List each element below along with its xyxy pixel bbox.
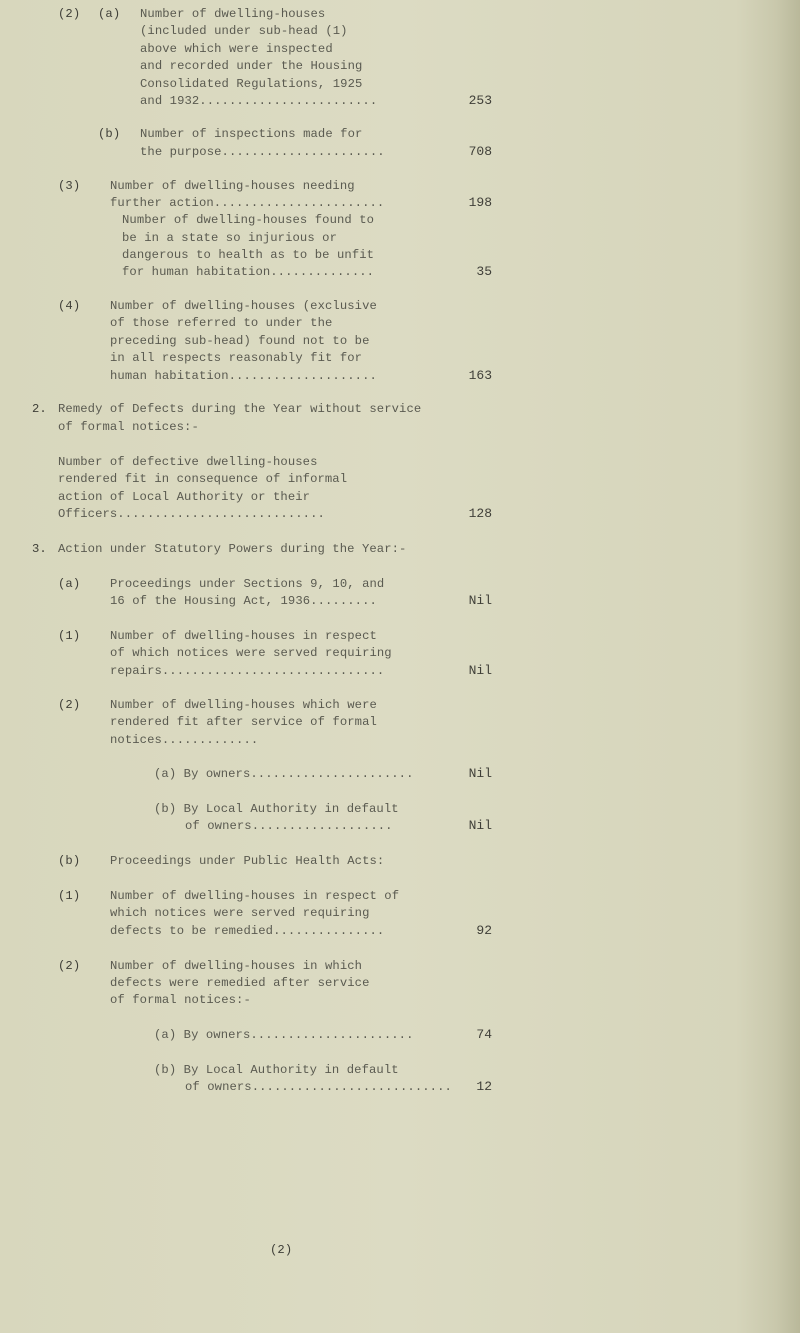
text-line: be in a state so injurious or [122,231,337,245]
text-line: and recorded under the Housing [140,59,363,73]
text-line: which notices were served requiring [110,906,370,920]
item-label: (b) [98,127,121,141]
value: 92 [476,923,492,938]
value: 128 [468,506,492,521]
text-line: Proceedings under Sections 9, 10, and [110,577,385,591]
text-line: Consolidated Regulations, 1925 [140,77,363,91]
text-line: Number of dwelling-houses in respect of [110,889,400,903]
value: Nil [468,766,492,781]
section-heading: Remedy of Defects during the Year without service [58,402,422,416]
text-line: of owners........................... [185,1080,452,1094]
section-number: 2. [32,402,47,416]
text-line: of which notices were served requiring [110,646,392,660]
section-heading: of formal notices:- [58,420,199,434]
text-line: (a) By owners...................... [154,1028,414,1042]
page-number: (2) [270,1243,293,1257]
item-label: (2) [58,698,81,712]
value: Nil [468,818,492,833]
text-line: the purpose...................... [140,145,385,159]
text-line: in all respects reasonably fit for [110,351,363,365]
text-line: (b) By Local Authority in default [154,802,399,816]
text-line: Number of dwelling-houses in respect [110,629,377,643]
value: Nil [468,663,492,678]
text-line: repairs.............................. [110,664,385,678]
value: 12 [476,1079,492,1094]
text-line: Number of dwelling-houses which were [110,698,377,712]
text-line: rendered fit in consequence of informal [58,472,348,486]
section-number: 3. [32,542,47,556]
item-label: (2) [58,959,81,973]
subsection-heading: Proceedings under Public Health Acts: [110,854,385,868]
text-line: (b) By Local Authority in default [154,1063,399,1077]
text-line: of those referred to under the [110,316,333,330]
value: 253 [468,93,492,108]
text-line: Officers............................ [58,507,325,521]
text-line: dangerous to health as to be unfit [122,248,375,262]
value: 708 [468,144,492,159]
item-number: (3) [58,179,81,193]
text-line: defects to be remedied............... [110,924,385,938]
text-line: preceding sub-head) found not to be [110,334,370,348]
text-line: Number of dwelling-houses found to [122,213,375,227]
value: Nil [468,593,492,608]
text-line: and 1932........................ [140,94,378,108]
text-line: Number of defective dwelling-houses [58,455,318,469]
item-label: (b) [58,854,81,868]
text-line: defects were remedied after service [110,976,370,990]
text-line: action of Local Authority or their [58,490,311,504]
value: 35 [476,264,492,279]
text-line: of owners................... [185,819,393,833]
text-line: (a) By owners...................... [154,767,414,781]
text-line: for human habitation.............. [122,265,375,279]
text-line: Number of dwelling-houses needing [110,179,355,193]
text-line: further action....................... [110,196,385,210]
text-line: above which were inspected [140,42,333,56]
text-line: of formal notices:- [110,993,251,1007]
item-label: (1) [58,889,81,903]
text-line: (included under sub-head (1) [140,24,348,38]
value: 74 [476,1027,492,1042]
text-line: Number of inspections made for [140,127,363,141]
item-number: (4) [58,299,81,313]
section-heading: Action under Statutory Powers during the Year:- [58,542,407,556]
text-line: rendered fit after service of formal [110,715,377,729]
text-line: notices............. [110,733,259,747]
text-line: Number of dwelling-houses in which [110,959,363,973]
item-label: (a) [58,577,81,591]
item-label: (a) [98,7,121,21]
text-line: Number of dwelling-houses [140,7,326,21]
text-line: human habitation.................... [110,369,377,383]
text-line: 16 of the Housing Act, 1936......... [110,594,377,608]
item-label: (1) [58,629,81,643]
item-number: (2) [58,7,81,21]
value: 163 [468,368,492,383]
text-line: Number of dwelling-houses (exclusive [110,299,377,313]
value: 198 [468,195,492,210]
